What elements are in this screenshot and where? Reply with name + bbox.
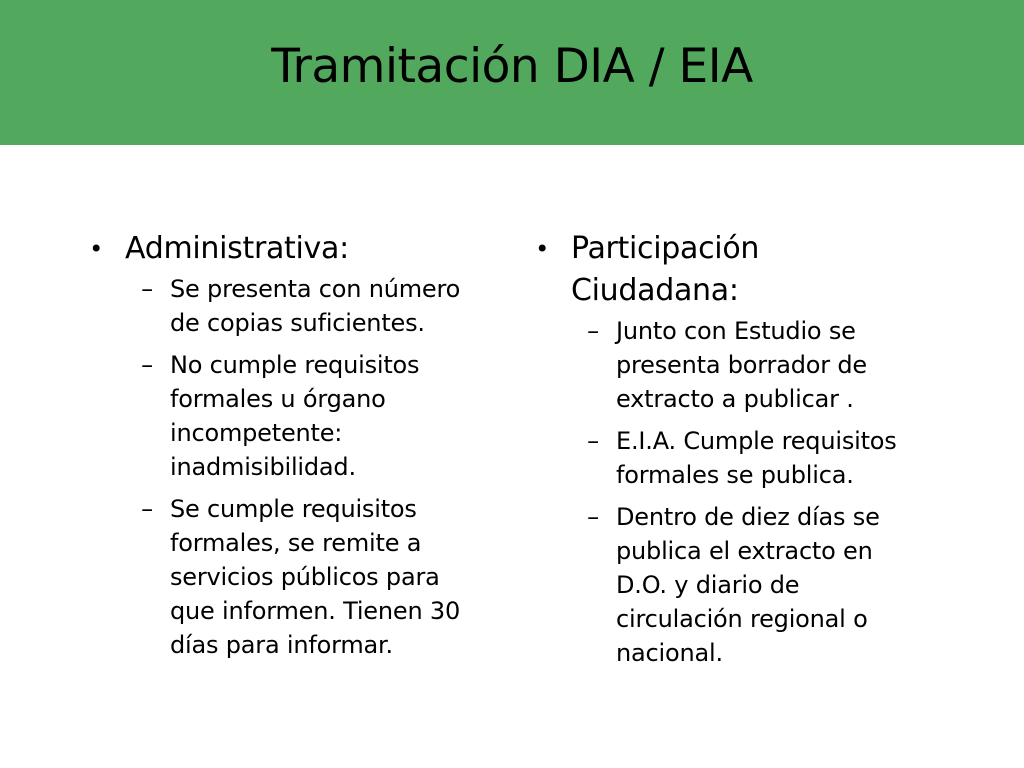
sub-item-text: Se presenta con número de copias suficientes. <box>170 275 461 337</box>
sub-list <box>137 272 514 662</box>
sub-item <box>583 314 960 416</box>
dash-icon: – <box>141 351 153 379</box>
sub-item <box>137 492 514 662</box>
sub-item-text: E.I.A. Cumple requisitos formales se publica. <box>616 427 897 489</box>
dash-icon: – <box>141 275 153 303</box>
sub-item <box>137 348 514 484</box>
bullet-icon: • <box>535 235 549 263</box>
sub-list <box>583 314 960 670</box>
dash-icon: – <box>587 427 599 455</box>
sub-item-text: Junto con Estudio se presenta borrador de extracto a publicar . <box>616 317 867 413</box>
bullet-administrativa <box>84 228 514 270</box>
bullet-heading: Participación Ciudadana: <box>571 231 760 308</box>
dash-icon: – <box>587 503 599 531</box>
left-column <box>84 228 514 670</box>
sub-item-text: Dentro de diez días se publica el extracto en D.O. y diario de circulación regional o nacional. <box>616 503 880 667</box>
sub-item-text: Se cumple requisitos formales, se remite a servicios públicos para que informen. Tienen 30 días para informar. <box>170 495 461 659</box>
dash-icon: – <box>141 495 153 523</box>
dash-icon: – <box>587 317 599 345</box>
bullet-heading: Administrativa: <box>125 231 349 266</box>
bullet-participacion <box>530 228 960 312</box>
bullet-icon: • <box>89 235 103 263</box>
sub-item <box>137 272 514 340</box>
sub-item <box>583 424 960 492</box>
sub-item <box>583 500 960 670</box>
slide-title: Tramitación DIA / EIA <box>271 39 753 94</box>
sub-item-text: No cumple requisitos formales u órgano incompetente: inadmisibilidad. <box>170 351 420 481</box>
slide-header <box>0 0 1024 145</box>
right-column <box>530 228 960 678</box>
